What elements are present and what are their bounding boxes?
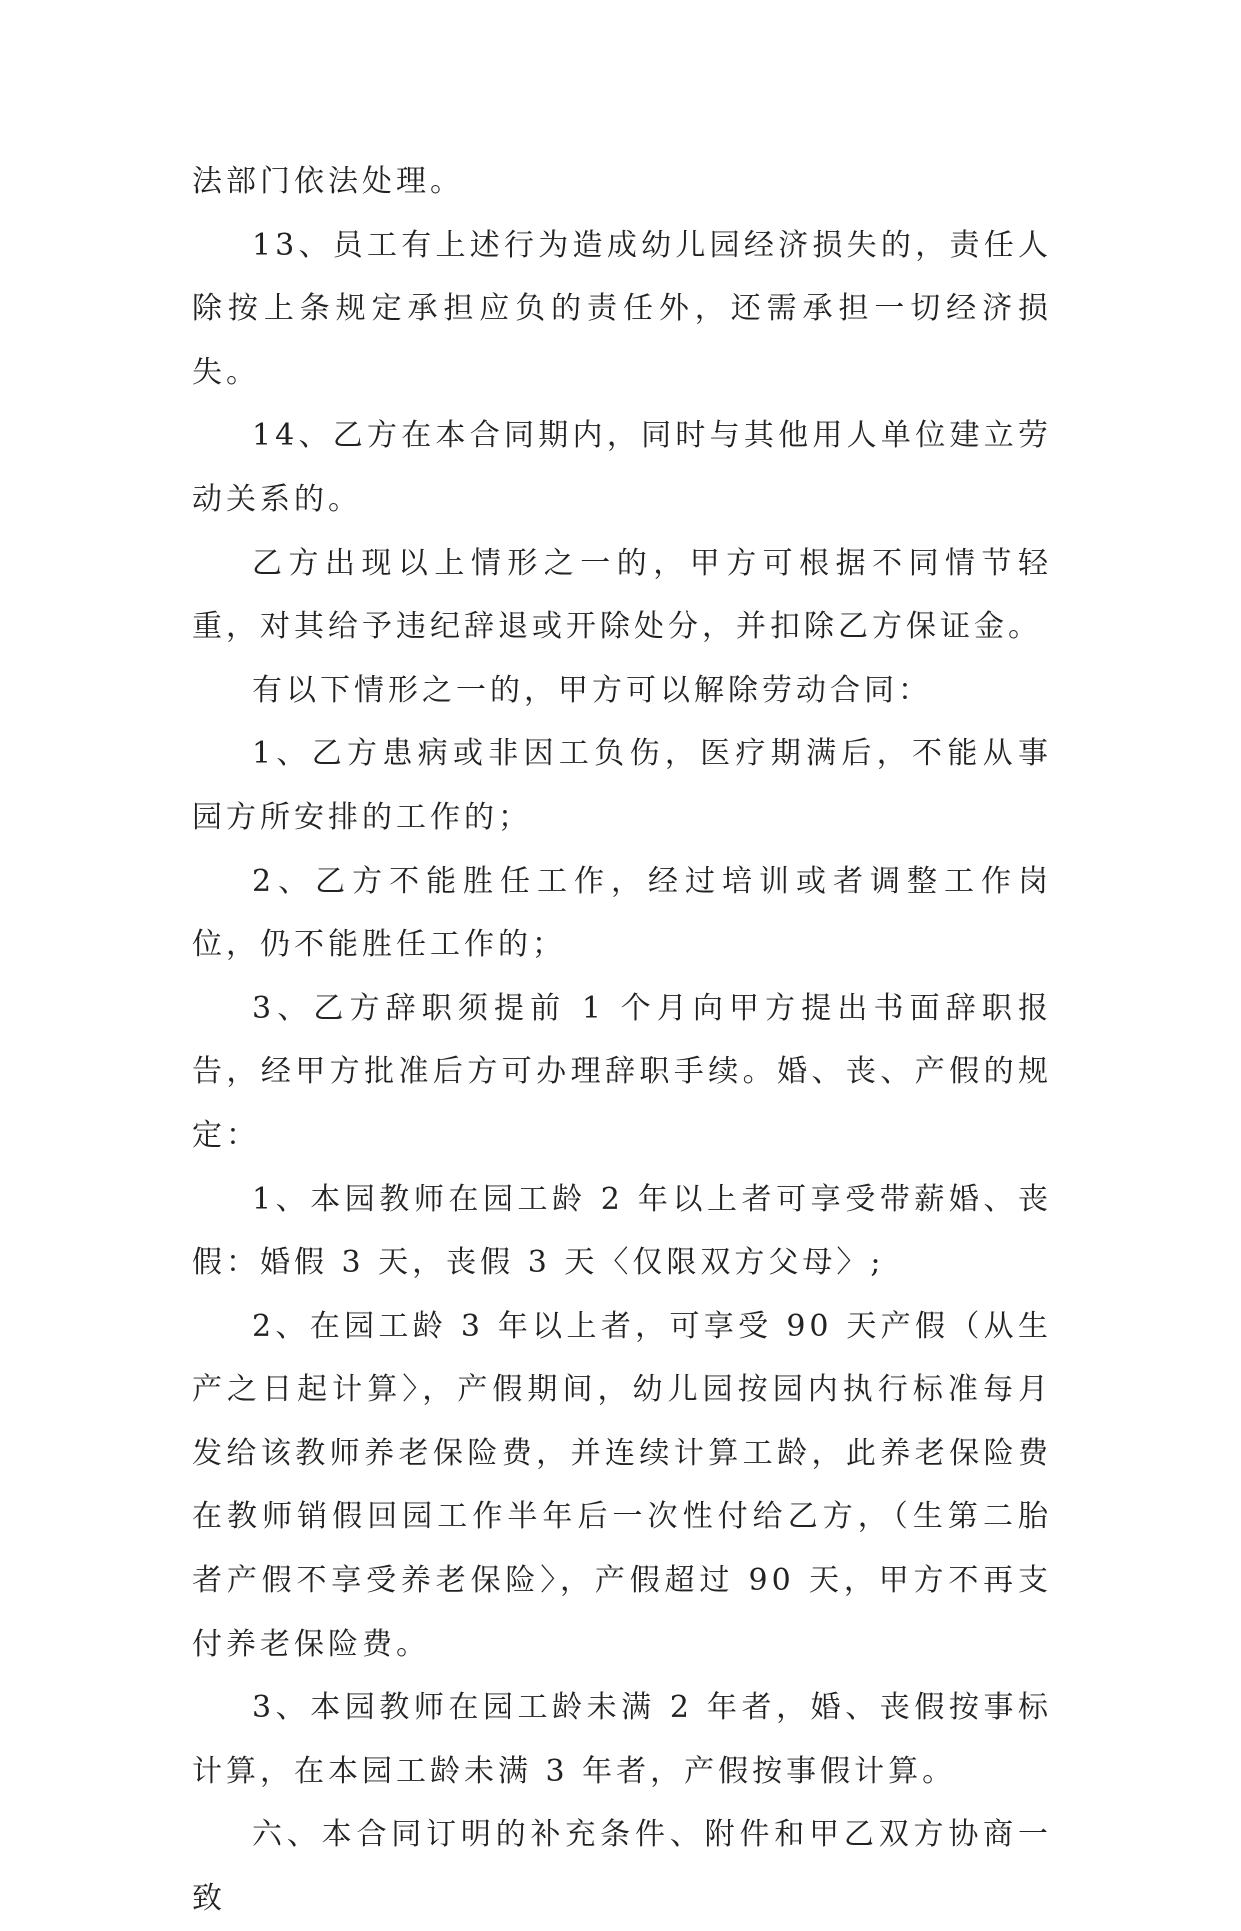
- paragraph-termination-1: 1、乙方患病或非因工负伤，医疗期满后，不能从事园方所安排的工作的；: [192, 736, 1052, 835]
- paragraph-continuation: 法部门依法处理。: [192, 164, 464, 199]
- paragraph-termination-3: 3、乙方辞职须提前 1 个月向甲方提出书面辞职报告，经甲方批准后方可办理辞职手续。婚、丧、产假的规定：: [192, 990, 1052, 1153]
- document-body: [192, 150, 1052, 1931]
- paragraph-leave-2: 2、在园工龄 3 年以上者，可享受 90 天产假（从生产之日起计算〉，产假期间，幼儿园按园内执行标准每月发给该教师养老保险费，并连续计算工龄，此养老保险费在教师销假回园工作半年后一次性付给乙方，（生第二胎者产假不享受养老保险〉，产假超过 90 天，甲方不再支付养老保险费。: [192, 1308, 1052, 1662]
- paragraph-termination-2: 2、乙方不能胜任工作，经过培训或者调整工作岗位，仍不能胜任工作的；: [192, 863, 1052, 963]
- paragraph-item-13: 13、员工有上述行为造成幼儿园经济损失的，责任人除按上条规定承担应负的责任外，还需承担一切经济损失。: [192, 227, 1052, 390]
- paragraph-termination-intro: 有以下情形之一的，甲方可以解除劳动合同：: [252, 672, 932, 708]
- paragraph-leave-1: 1、本园教师在园工龄 2 年以上者可享受带薪婚、丧假：婚假 3 天，丧假 3 天〈仅限双方父母〉;: [192, 1181, 1052, 1281]
- paragraph-item-14: 14、乙方在本合同期内，同时与其他用人单位建立劳动关系的。: [192, 418, 1052, 517]
- paragraph-leave-3: 3、本园教师在园工龄未满 2 年者，婚、丧假按事标计算，在本园工龄未满 3 年者，产假按事假计算。: [192, 1690, 1052, 1789]
- paragraph-penalty-summary: 乙方出现以上情形之一的，甲方可根据不同情节轻重，对其给予违纪辞退或开除处分，并扣除乙方保证金。: [192, 545, 1052, 645]
- paragraph-section-six: 六、本合同订明的补充条件、附件和甲乙双方协商一致: [192, 1817, 1052, 1917]
